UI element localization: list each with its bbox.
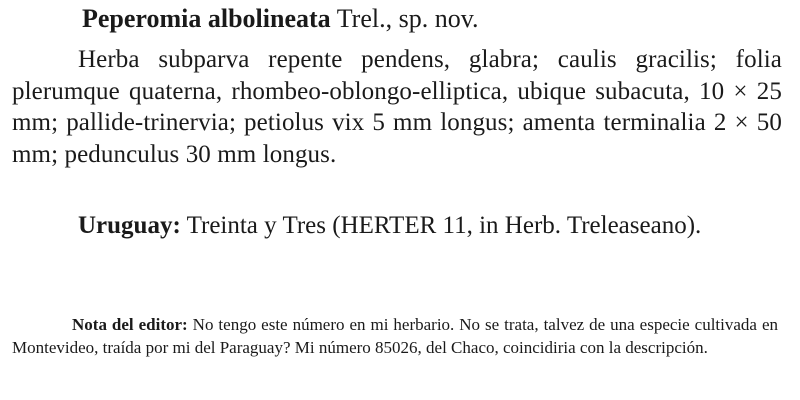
editor-note bbox=[12, 313, 778, 359]
editor-note-text: No tengo este número en mi herbario. No se trata, talvez de una especie cultivada en Montevideo, traída por mi del Paraguay? Mi número 85026, del Chaco, coincidiria con la descripción. bbox=[12, 315, 778, 357]
editor-note-label: Nota del editor: bbox=[72, 315, 188, 334]
locality-country: Uruguay: bbox=[78, 212, 181, 239]
locality-text: Treinta y Tres (HERTER 11, in Herb. Treleaseano). bbox=[180, 212, 702, 239]
species-author: Trel., sp. nov. bbox=[330, 4, 479, 33]
latin-description: Herba subparva repente pendens, glabra; caulis gracilis; folia plerumque quaterna, rhombeo-oblongo-elliptica, ubique subacuta, 10 × 25 mm; pallide-trinervia; petiolus vix 5 mm longus; amenta terminalia 2 × 50 mm; pedunculus 30 mm longus. bbox=[12, 46, 782, 168]
locality-paragraph bbox=[12, 210, 782, 242]
species-name: Peperomia albolineata bbox=[82, 4, 331, 33]
species-heading bbox=[82, 4, 479, 34]
